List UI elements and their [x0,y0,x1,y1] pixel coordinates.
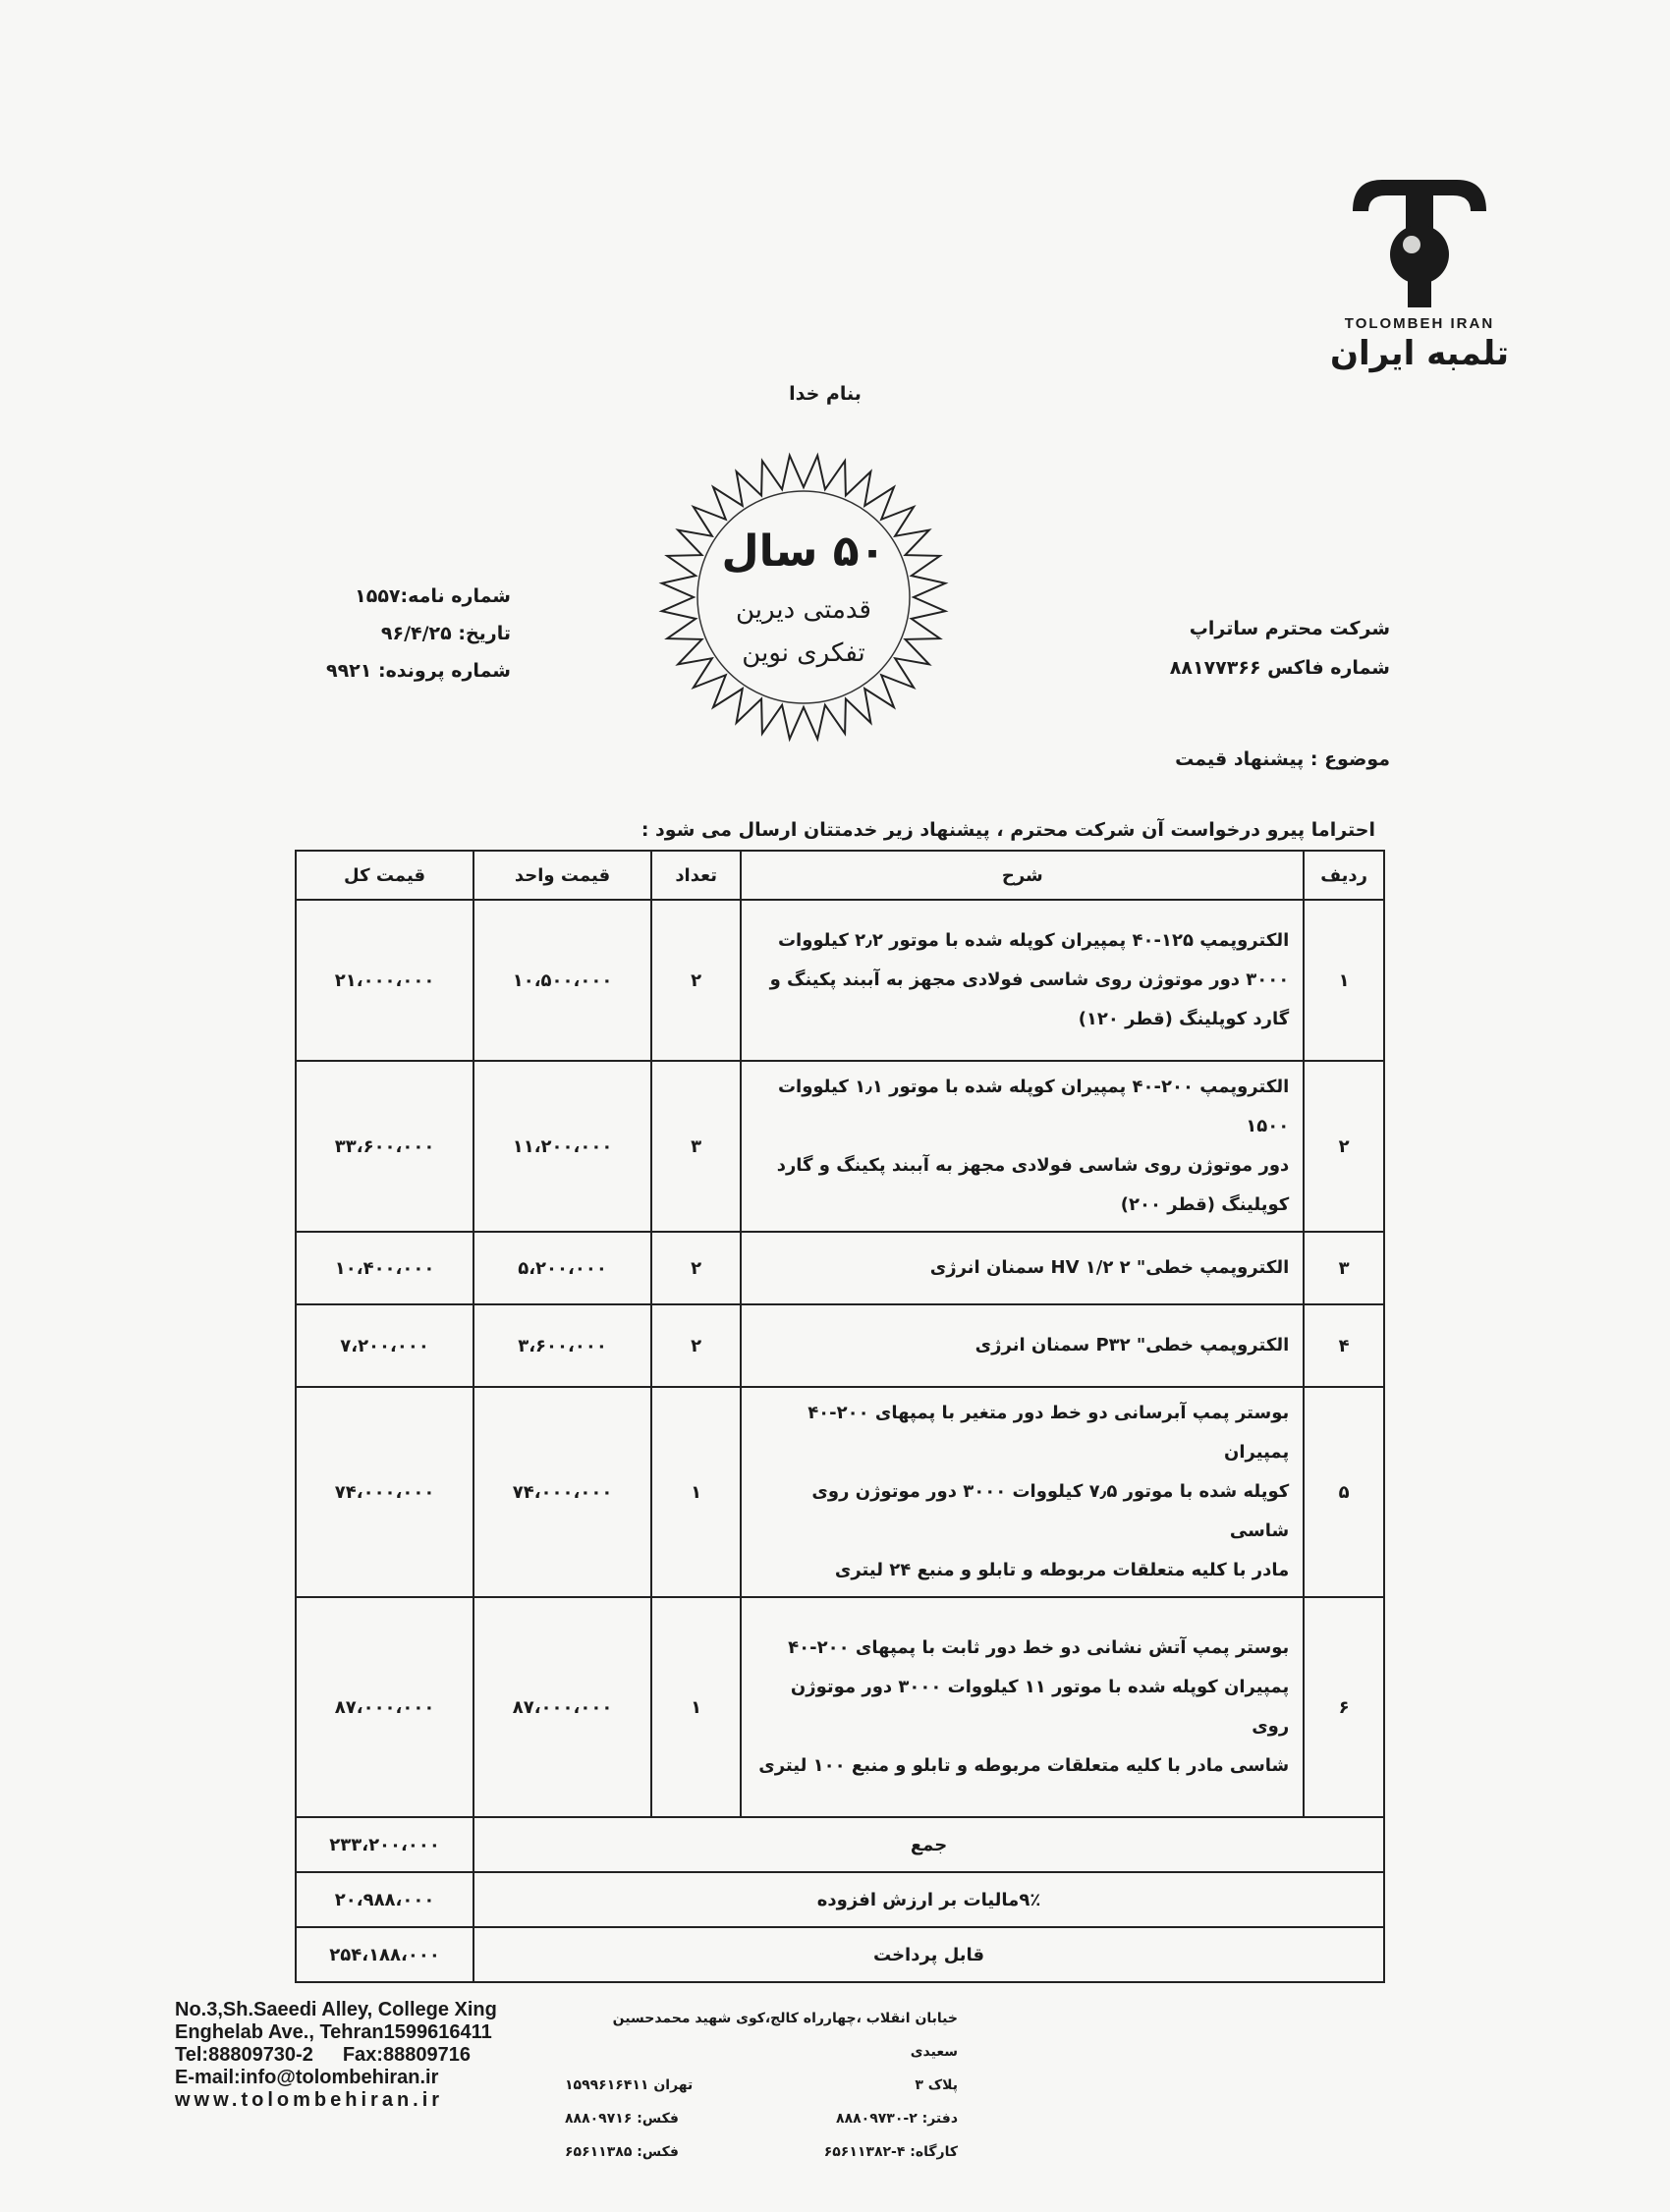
logo-farsi-text: تلمبه ایران [1329,334,1510,373]
row-number: ۳ [1304,1232,1384,1304]
row-number: ۵ [1304,1387,1384,1597]
row-quantity: ۲ [651,1304,741,1387]
recipient-fax: شماره فاکس ۸۸۱۷۷۳۶۶ [1169,657,1390,679]
summary-label: قابل پرداخت [473,1927,1384,1982]
row-quantity: ۱ [651,1387,741,1597]
description-line: مادر با کلیه متعلقات مربوطه و تابلو و منبع ۲۴ لیتری [834,1560,1290,1580]
footer-fa-tehran: تهران ۱۵۹۹۶۱۶۴۱۱ [565,2077,694,2093]
row-quantity: ۱ [651,1597,741,1817]
summary-value: ۲۰،۹۸۸،۰۰۰ [296,1872,473,1927]
footer-fa-plak: پلاک ۳ [915,2077,958,2093]
footer-fax: Fax:88809716 [342,2044,471,2066]
footer-fa-address: خیابان انقلاب ،چهارراه کالج،کوی شهید محمدحسین سعیدی [612,2011,958,2060]
table-row [296,1387,1384,1597]
header-description: شرح [741,851,1304,900]
letter-date: تاریخ: ۹۶/۴/۲۵ [380,623,511,644]
row-unit-price: ۸۷،۰۰۰،۰۰۰ [473,1597,651,1817]
letter-metadata [314,578,511,690]
description-line: الکتروپمپ ۱۲۵-۴۰ پمپیران کوپله شده با موتور ۲٫۲ کیلووات [777,930,1290,951]
row-number: ۴ [1304,1304,1384,1387]
summary-row-subtotal [296,1817,1384,1872]
summary-label: ۹٪مالیات بر ارزش افزوده [473,1872,1384,1927]
row-total-price: ۳۳،۶۰۰،۰۰۰ [296,1061,473,1232]
row-quantity: ۲ [651,1232,741,1304]
row-number: ۲ [1304,1061,1384,1232]
table-row [296,900,1384,1061]
footer-fa-factory-fax: فکس: ۶۵۶۱۱۳۸۵ [565,2144,679,2160]
header-unit-price: قیمت واحد [473,851,651,900]
company-logo [1321,172,1518,373]
letter-intro: احتراما پیرو درخواست آن شرکت محترم ، پیشنهاد زیر خدمتتان ارسال می شود : [640,819,1375,841]
header-quantity: تعداد [651,851,741,900]
recipient-name: شرکت محترم ساتراپ [1189,618,1390,639]
summary-value: ۲۳۳،۲۰۰،۰۰۰ [296,1817,473,1872]
row-quantity: ۲ [651,900,741,1061]
summary-value: ۲۵۴،۱۸۸،۰۰۰ [296,1927,473,1982]
row-unit-price: ۵،۲۰۰،۰۰۰ [473,1232,651,1304]
description-line: الکتروپمپ خطی" P۳۲ سمنان انرژی [974,1335,1290,1355]
row-total-price: ۲۱،۰۰۰،۰۰۰ [296,900,473,1061]
seal-years: ۵۰ سال [721,526,886,577]
row-unit-price: ۱۱،۲۰۰،۰۰۰ [473,1061,651,1232]
description-line: بوستر پمپ آبرسانی دو خط دور متغیر با پمپهای ۲۰۰-۴۰ پمپیران [807,1403,1290,1463]
summary-row-payable [296,1927,1384,1982]
description-line: پمپیران کوپله شده با موتور ۱۱ کیلووات ۳۰۰۰ دور موتوژن روی [790,1677,1290,1737]
description-line: الکتروپمپ ۲۰۰-۴۰ پمپیران کوپله شده با موتور ۱٫۱ کیلووات ۱۵۰۰ [777,1077,1290,1136]
table-row [296,1304,1384,1387]
row-unit-price: ۷۴،۰۰۰،۰۰۰ [473,1387,651,1597]
row-description [741,1304,1304,1387]
row-total-price: ۷۴،۰۰۰،۰۰۰ [296,1387,473,1597]
header-total-price: قیمت کل [296,851,473,900]
row-unit-price: ۱۰،۵۰۰،۰۰۰ [473,900,651,1061]
row-unit-price: ۳،۶۰۰،۰۰۰ [473,1304,651,1387]
footer-address-line2: Enghelab Ave., Tehran1599616411 [175,2021,492,2043]
footer-fa-office-fax: فکس: ۸۸۸۰۹۷۱۶ [565,2111,679,2127]
row-description [741,900,1304,1061]
seal-slogan-1: قدمتی دیرین [736,595,871,625]
row-number: ۶ [1304,1597,1384,1817]
footer-fa-office: دفتر: ۲-۸۸۸۰۹۷۳۰ [836,2111,958,2127]
description-line: ۳۰۰۰ دور موتوژن روی شاسی فولادی مجهز به آببند پکینگ و [769,969,1290,990]
footer-fa-factory: کارگاه: ۴-۶۵۶۱۱۳۸۲ [823,2144,958,2160]
logo-latin-text: TOLOMBEH IRAN [1344,315,1495,332]
letter-number: شماره نامه:۱۵۵۷ [355,585,511,607]
recipient-block [1041,609,1390,688]
price-quote-table [295,850,1385,1983]
description-line: کوپله شده با موتور ۷٫۵ کیلووات ۳۰۰۰ دور موتوژن روی شاسی [811,1481,1290,1541]
description-line: گارد کوپلینگ (قطر ۱۲۰) [1078,1009,1290,1029]
letter-subject: موضوع : پیشنهاد قیمت [1175,748,1390,770]
seal-slogan-2: تفکری نوین [742,638,865,668]
summary-row-vat [296,1872,1384,1927]
header-row-number: ردیف [1304,851,1384,900]
footer-tel: Tel:88809730-2 [175,2044,313,2066]
summary-label: جمع [473,1817,1384,1872]
anniversary-seal [656,450,951,745]
tolombeh-t-logo-icon [1343,172,1496,309]
footer-english-address [175,1999,568,2112]
description-line: کوپلینگ (قطر ۲۰۰) [1120,1194,1290,1215]
footer-website: www.tolombehiran.ir [175,2089,444,2111]
footer-email: E-mail:info@tolombehiran.ir [175,2067,439,2088]
row-description [741,1061,1304,1232]
table-row [296,1232,1384,1304]
row-total-price: ۸۷،۰۰۰،۰۰۰ [296,1597,473,1817]
footer-farsi-address [565,2002,958,2169]
description-line: دور موتوژن روی شاسی فولادی مجهز به آببند پکینگ و گارد [776,1155,1290,1176]
row-description [741,1232,1304,1304]
row-total-price: ۷،۲۰۰،۰۰۰ [296,1304,473,1387]
row-description [741,1387,1304,1597]
row-total-price: ۱۰،۴۰۰،۰۰۰ [296,1232,473,1304]
table-row [296,1061,1384,1232]
row-description [741,1597,1304,1817]
bismillah-heading: بنام خدا [789,383,862,405]
footer-address-line1: No.3,Sh.Saeedi Alley, College Xing [175,1999,497,2020]
description-line: الکتروپمپ خطی" ۲ ۱/۲ HV سمنان انرژی [929,1257,1290,1278]
file-number: شماره پرونده: ۹۹۲۱ [325,660,511,682]
row-quantity: ۳ [651,1061,741,1232]
description-line: شاسی مادر با کلیه متعلقات مربوطه و تابلو و منبع ۱۰۰ لیتری [758,1755,1290,1776]
table-row [296,1597,1384,1817]
row-number: ۱ [1304,900,1384,1061]
table-header-row [296,851,1384,900]
description-line: بوستر پمپ آتش نشانی دو خط دور ثابت با پمپهای ۲۰۰-۴۰ [788,1637,1290,1658]
